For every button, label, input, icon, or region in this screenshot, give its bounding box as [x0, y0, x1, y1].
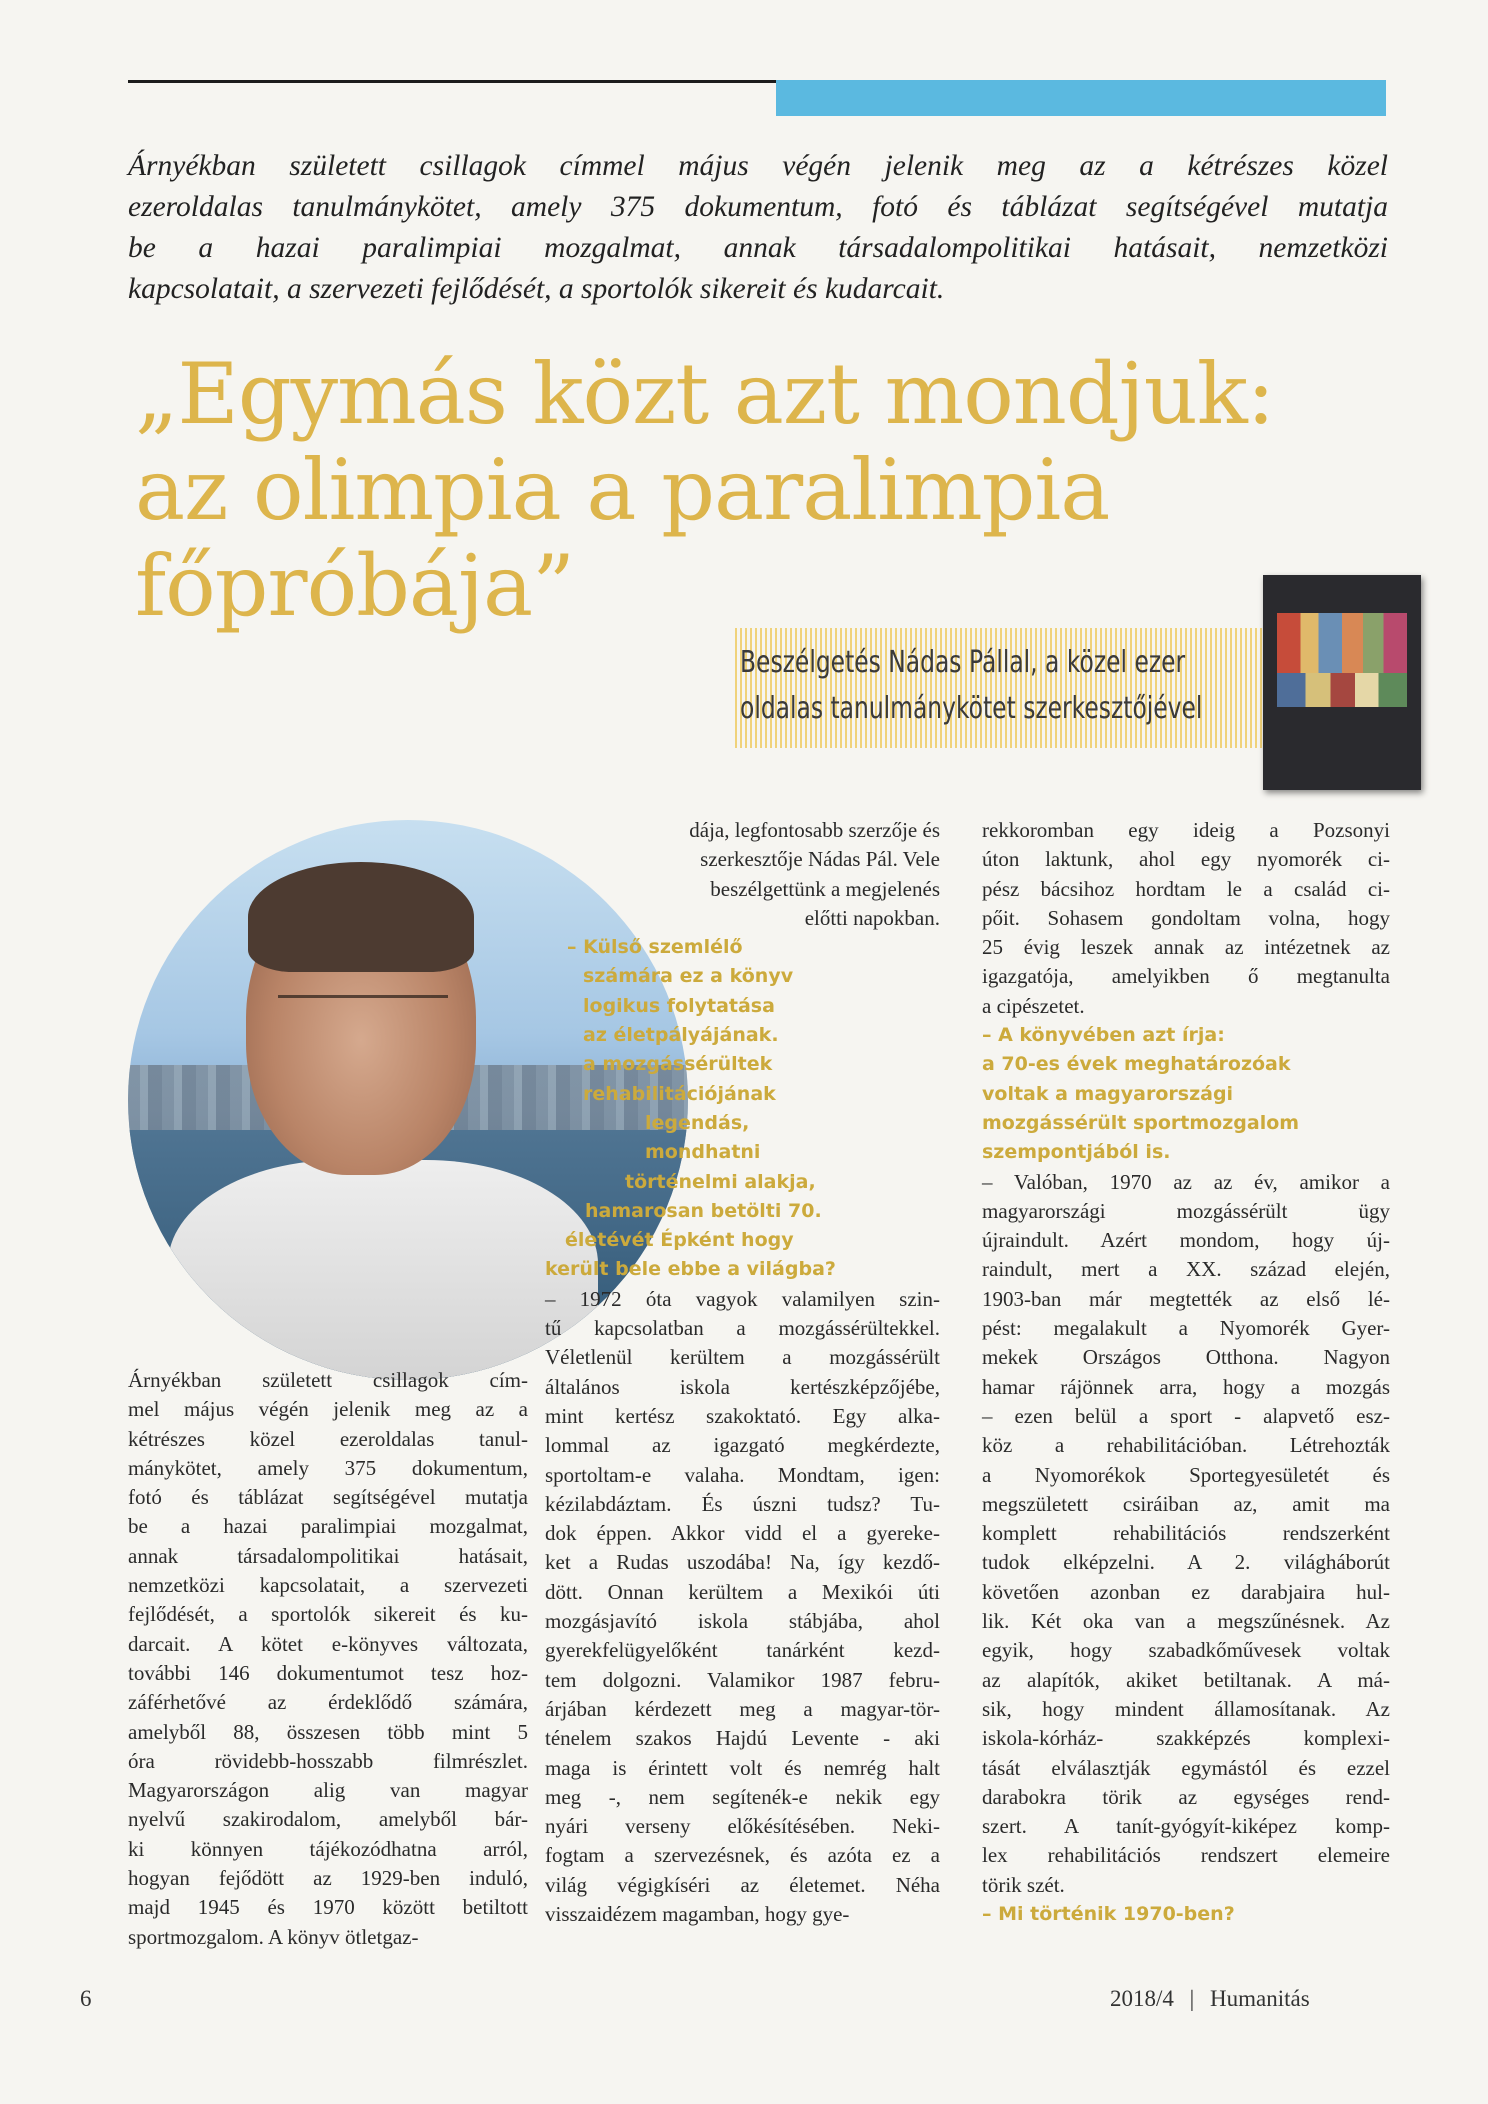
body-text-line: kétrészes közel ezeroldalas tanul-	[128, 1426, 528, 1451]
footer-separator: |	[1189, 1986, 1195, 2011]
body-text-line: darcait. A kötet e-könyves változata,	[128, 1631, 528, 1656]
body-text-line: ki könnyen tájékozódhatna arról,	[128, 1836, 528, 1861]
body-text-line: köz a rehabilitációban. Létrehozták	[982, 1433, 1390, 1458]
body-text-line: mint kertész szakoktató. Egy alka-	[545, 1403, 940, 1428]
question-line: – Külső szemlélő	[567, 936, 743, 959]
body-text-line: megszületett csiráiban az, amit ma	[982, 1491, 1390, 1516]
intro-lead	[128, 146, 1388, 310]
body-text-line: sportmozgalom. A könyv ötletgaz-	[128, 1924, 419, 1949]
question-line: legendás,	[645, 1111, 750, 1134]
body-text-line: fejlődését, a sportolók sikereit és ku-	[128, 1602, 528, 1627]
body-text-line: ket a Rudas uszodába! Na, így kezdő-	[545, 1550, 940, 1575]
body-text-line: előtti napokban.	[804, 905, 940, 930]
body-text-line: fotó és táblázat segítségével mutatja	[128, 1485, 528, 1510]
question-line: mozgássérült sportmozgalom	[982, 1111, 1300, 1134]
interview-answer-1	[545, 1285, 940, 1930]
body-text-line: úton laktunk, ahol egy nyomorék ci-	[982, 847, 1390, 872]
subtitle	[740, 640, 1203, 732]
body-text-line: dok éppen. Akkor vidd el a gyereke-	[545, 1521, 940, 1546]
body-text-line: pést: megalakult a Nyomorék Gyer-	[982, 1316, 1390, 1341]
body-text-line: nemzetközi kapcsolatait, a szervezeti	[128, 1573, 528, 1598]
body-text-line: komplett rehabilitációs rendszerként	[982, 1521, 1390, 1546]
question-line: számára ez a könyv	[583, 965, 794, 988]
page-number: 6	[80, 1986, 92, 2011]
photo-glasses	[278, 995, 448, 1038]
question-line: mondhatni	[645, 1141, 761, 1164]
footer-issue	[1110, 1986, 1310, 2012]
body-text-line: hamar rájönnek arra, hogy a mozgás	[982, 1374, 1390, 1399]
question-line: szempontjából is.	[982, 1141, 1171, 1164]
body-text-line: tudok elképzelni. A 2. világháborút	[982, 1550, 1390, 1575]
body-text-line: általános iskola kertészképzőjébe,	[545, 1374, 940, 1399]
column-3-answer-continued	[982, 816, 1390, 1021]
photo-hair	[248, 862, 474, 972]
body-text-line: az alapítók, akiket betiltanak. A má-	[982, 1667, 1390, 1692]
body-text-line: tását elválasztják egymástól és ezzel	[982, 1755, 1390, 1780]
question-line: történelmi alakja,	[625, 1170, 816, 1193]
body-text-line: iskola-kórház- szakképzés komplexi-	[982, 1726, 1390, 1751]
top-color-bar	[776, 80, 1386, 116]
body-text-line: Véletlenül kerültem a mozgássérült	[545, 1345, 940, 1370]
body-text-line: annak társadalompolitikai hatásait,	[128, 1543, 528, 1568]
question-line: logikus folytatása	[583, 994, 775, 1017]
headline-line: az olimpia a paralimpia	[135, 441, 1110, 539]
body-text-line: – Valóban, 1970 az az év, amikor a	[982, 1169, 1390, 1194]
headline	[135, 346, 1435, 634]
interview-answer-2	[982, 1168, 1390, 1900]
body-text-line: pész bácsihoz hordtam le a család ci-	[982, 876, 1390, 901]
question-line: voltak a magyarországi	[982, 1082, 1234, 1105]
footer-issue-number: 2018/4	[1110, 1986, 1174, 2011]
column-1	[128, 1366, 528, 1952]
body-text-line: mánykötet, amely 375 dokumentum,	[128, 1455, 528, 1480]
intro-line: be a hazai paralimpiai mozgalmat, annak társadalompolitikai hatásait, nemzetközi	[128, 232, 1388, 264]
body-text-line: záférhetővé az érdeklődő számára,	[128, 1690, 528, 1715]
question-line: került bele ebbe a világba?	[545, 1258, 836, 1281]
body-text-line: törik szét.	[982, 1872, 1065, 1897]
top-rule	[128, 80, 776, 83]
body-text-line: sportoltam-e valaha. Mondtam, igen:	[545, 1462, 940, 1487]
footer-magazine-name: Humanitás	[1210, 1986, 1310, 2011]
body-text-line: pőit. Sohasem gondoltam volna, hogy	[982, 905, 1390, 930]
question-line: – A könyvében azt írja:	[982, 1024, 1225, 1047]
body-text-line: 1903-ban már megtették az első lé-	[982, 1286, 1390, 1311]
body-text-line: mozgásjavító iskola stábjába, ahol	[545, 1609, 940, 1634]
body-text-line: világ végigkíséri az életemet. Néha	[545, 1872, 940, 1897]
column-2	[545, 816, 940, 1929]
body-text-line: majd 1945 és 1970 között betiltott	[128, 1895, 528, 1920]
body-text-line: magyarországi mozgássérült ügy	[982, 1198, 1390, 1223]
body-text-line: amelyből 88, összesen több mint 5	[128, 1719, 528, 1744]
body-text-line: óra rövidebb-hosszabb filmrészlet.	[128, 1748, 528, 1773]
body-text-line: dája, legfontosabb szerzője és	[689, 818, 940, 842]
question-line: hamarosan betölti 70.	[585, 1199, 822, 1222]
book-cover-image	[1263, 575, 1421, 790]
subtitle-line: Beszélgetés Nádas Pállal, a közel ezer	[740, 645, 1186, 680]
body-text-line: szert. A tanít-gyógyít-kiképez komp-	[982, 1814, 1390, 1839]
body-text-line: a cipészetet.	[982, 993, 1085, 1018]
headline-line: főpróbája”	[135, 537, 575, 635]
body-text-line: be a hazai paralimpiai mozgalmat,	[128, 1514, 528, 1539]
body-text-line: újraindult. Azért mondom, hogy új-	[982, 1228, 1390, 1253]
headline-line: „Egymás közt azt mondjuk:	[135, 345, 1275, 443]
question-line: a mozgássérültek	[583, 1053, 773, 1076]
book-cover-photo-mosaic-lower	[1277, 673, 1407, 707]
body-text-line: tű kapcsolatban a mozgássérültekkel.	[545, 1316, 940, 1341]
intro-line: Árnyékban született csillagok címmel május végén jelenik meg az a kétrészes közel	[128, 150, 1388, 182]
body-text-line: darabokra törik az egységes rend-	[982, 1784, 1390, 1809]
body-text-line: tem dolgozni. Valamikor 1987 febru-	[545, 1667, 940, 1692]
body-text-line: lommal az igazgató megkérdezte,	[545, 1433, 940, 1458]
body-text-line: raindult, mert a XX. század elején,	[982, 1257, 1390, 1282]
photo-shirt	[168, 1160, 598, 1380]
body-text-line: további 146 dokumentumot tesz hoz-	[128, 1660, 528, 1685]
body-text-line: egyik, hogy szabadkőművesek voltak	[982, 1638, 1390, 1663]
intro-paragraph	[128, 146, 1388, 310]
question-line: rehabilitációjának	[583, 1082, 776, 1105]
column-3	[982, 816, 1390, 1929]
body-text-line: fogtam a szervezésnek, és azóta ez a	[545, 1843, 940, 1868]
body-text-line: árjában kérdezett meg a magyar-tör-	[545, 1696, 940, 1721]
body-text-line: lex rehabilitációs rendszert elemeire	[982, 1843, 1390, 1868]
body-text-line: meg -, nem segítenék-e nekik egy	[545, 1784, 940, 1809]
body-text-line: beszélgettünk a megjelenés	[710, 876, 940, 901]
body-text-line: mel május végén jelenik meg az a	[128, 1397, 528, 1422]
body-text-line: Magyarországon alig van magyar	[128, 1778, 528, 1803]
interview-question-2	[982, 1021, 1390, 1167]
question-line: a 70-es évek meghatározóak	[982, 1053, 1291, 1076]
body-text-line: ténelem szakos Hajdú Levente - aki	[545, 1726, 940, 1751]
body-text-line: lik. Két oka van a megszűnésnek. Az	[982, 1609, 1390, 1634]
intro-line: kapcsolatait, a szervezeti fejlődését, a sportolók sikereit és kudarcait.	[128, 273, 945, 305]
interview-question-1	[545, 933, 940, 1285]
question-line: az életpályájának.	[583, 1024, 779, 1047]
interview-question-3: – Mi történik 1970-ben?	[982, 1902, 1235, 1925]
subtitle-line: oldalas tanulmánykötet szerkesztőjével	[740, 691, 1203, 726]
body-text-line: nyelvű szakirodalom, amelyből bár-	[128, 1807, 528, 1832]
body-text-line: hogyan fejődött az 1929-ben induló,	[128, 1866, 528, 1891]
body-text-line: követően azonban ez darabjaira hul-	[982, 1579, 1390, 1604]
intro-line: ezeroldalas tanulmánykötet, amely 375 dokumentum, fotó és táblázat segítségével mutatja	[128, 191, 1388, 223]
body-text-line: gyerekfelügyelőként tanárként kezd-	[545, 1638, 940, 1663]
body-text-line: nyári verseny előkésítésében. Neki-	[545, 1814, 940, 1839]
body-text-line: Árnyékban született csillagok cím-	[128, 1368, 528, 1392]
body-text-line: maga is érintett volt és nemrég halt	[545, 1755, 940, 1780]
body-text-line: mekek Országos Otthona. Nagyon	[982, 1345, 1390, 1370]
body-text-line: 25 évig leszek annak az intézetnek az	[982, 935, 1390, 960]
body-text-line: – ezen belül a sport - alapvető esz-	[982, 1403, 1390, 1428]
question-line: életévét Épként hogy	[565, 1229, 794, 1252]
body-text-line: visszaidézem magamban, hogy gye-	[545, 1901, 850, 1926]
body-text-line: szerkesztője Nádas Pál. Vele	[700, 847, 940, 872]
body-text-line: a Nyomorékok Sportegyesületét és	[982, 1462, 1390, 1487]
body-text-line: igazgatója, amelyikben ő megtanulta	[982, 964, 1390, 989]
body-text-line: rekkoromban egy ideig a Pozsonyi	[982, 818, 1390, 842]
body-text-line: sik, hogy mindent államosítanak. Az	[982, 1696, 1390, 1721]
column-2-intro	[545, 816, 940, 933]
body-text-line: kézilabdáztam. És úszni tudsz? Tu-	[545, 1491, 940, 1516]
body-text-line: – 1972 óta vagyok valamilyen szin-	[545, 1286, 940, 1311]
body-text-line: dött. Onnan kerültem a Mexikói úti	[545, 1579, 940, 1604]
